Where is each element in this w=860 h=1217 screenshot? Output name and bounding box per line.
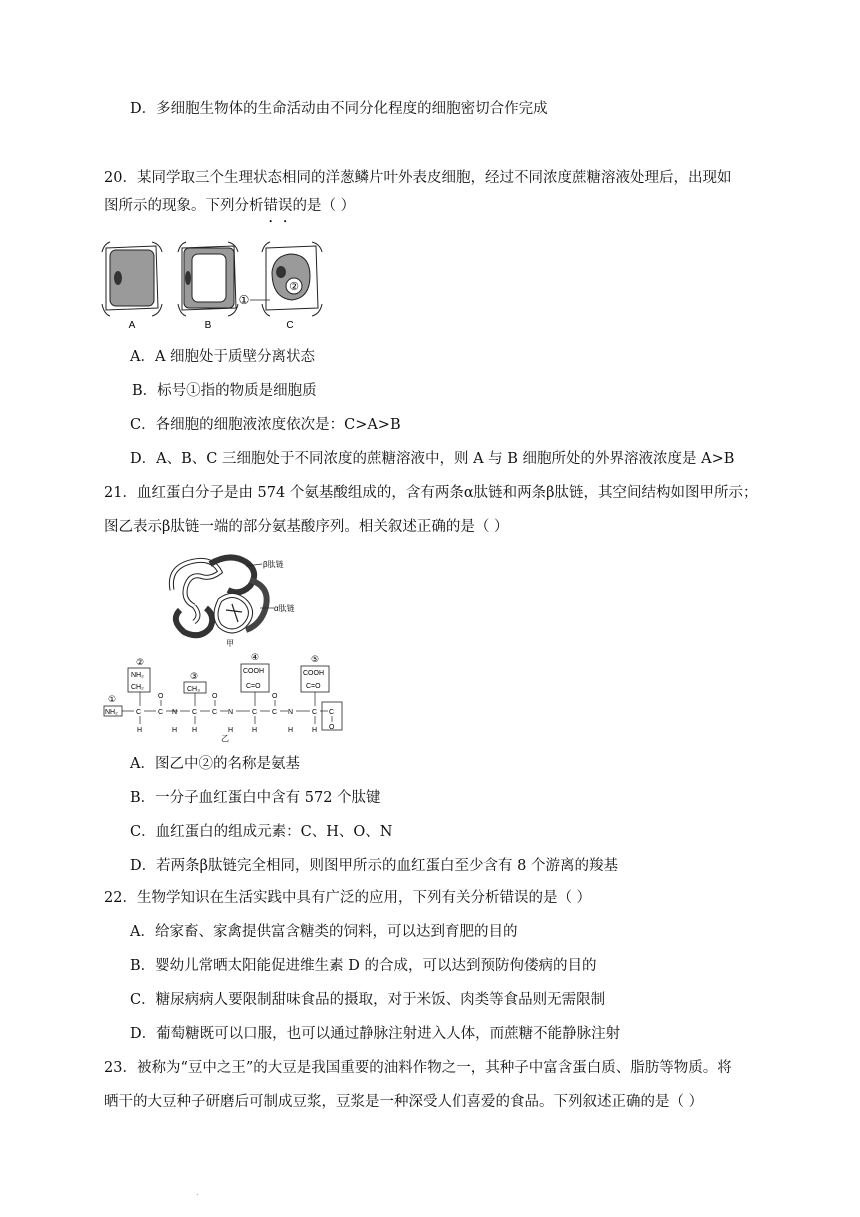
atom-h7: H — [312, 727, 318, 734]
cooh-side-5: COOH — [303, 670, 324, 677]
atom-c3: C — [192, 709, 198, 716]
atom-n2: N — [228, 709, 234, 716]
atom-o4: O — [329, 724, 335, 731]
atom-h5: H — [252, 727, 258, 734]
peptide-backbone — [122, 692, 335, 734]
q21-option-d: D．若两条β肽链完全相同，则图甲所示的血红蛋白至少含有 8 个游离的羧基 — [130, 858, 618, 874]
q22-option-b: B．婴幼儿常晒太阳能促进维生素 D 的合成，可以达到预防佝偻病的目的 — [130, 958, 597, 974]
footer-mark: . — [196, 1188, 199, 1197]
cell-b — [178, 242, 238, 316]
figure-jia-label: 甲 — [226, 639, 234, 648]
q21-stem-line2: 图乙表示β肽链一端的部分氨基酸序列。相关叙述正确的是（ ） — [104, 519, 509, 535]
q20-stem-pre: 图所示的现象。下列分析 — [104, 198, 264, 214]
atom-c6: C — [272, 709, 278, 716]
q22-option-a: A．给家畜、家禽提供富含糖类的饲料，可以达到育肥的目的 — [130, 924, 518, 940]
q21-option-b: B．一分子血红蛋白中含有 572 个肽键 — [130, 790, 381, 806]
marker-5: ⑤ — [310, 654, 320, 664]
q22-option-c: C．糖尿病病人要限制甜味食品的摄取，对于米饭、肉类等食品则无需限制 — [130, 992, 606, 1008]
q21-figure-peptide-sequence — [100, 650, 350, 742]
atom-c5: C — [252, 709, 258, 716]
emphasis-char-2: 误 — [278, 198, 293, 214]
marker-3: ③ — [189, 671, 199, 681]
label-c: C — [286, 320, 294, 331]
q20-option-a: A．A 细胞处于质壁分离状态 — [130, 349, 316, 365]
q19-option-d: D．多细胞生物体的生命活动由不同分化程度的细胞密切合作完成 — [130, 101, 548, 117]
atom-c8: C — [329, 709, 335, 716]
label-b: B — [204, 320, 212, 331]
q22-option-d: D．葡萄糖既可以口服，也可以通过静脉注射进入人体，而蔗糖不能静脉注射 — [130, 1026, 621, 1042]
atom-h6: H — [288, 727, 294, 734]
figure-yi-label: 乙 — [221, 734, 229, 742]
q22-stem: 22．生物学知识在生活实践中具有广泛的应用，下列有关分析错误的是（ ） — [104, 890, 592, 906]
atom-h4: H — [228, 727, 234, 734]
atom-n3: N — [288, 709, 294, 716]
cell-c — [250, 242, 322, 316]
q21-option-c: C．血红蛋白的组成元素：C、H、O、N — [130, 824, 393, 840]
mark-2: ② — [289, 281, 299, 293]
q20-stem-post: 的是（ ） — [292, 198, 356, 214]
atom-c1: C — [136, 709, 142, 716]
marker-1: ① — [107, 694, 117, 704]
co-side-5: C=O — [306, 683, 321, 690]
q20-figure-plasmolysis-cells — [100, 238, 325, 333]
cell-a — [102, 242, 162, 316]
q21-option-a: A．图乙中②的名称是氨基 — [130, 756, 300, 772]
q21-figure-hemoglobin — [150, 550, 300, 650]
cooh-side-4: COOH — [243, 668, 264, 675]
ch2-side: CH₂ — [131, 684, 144, 691]
nh2-side: NH₂ — [131, 672, 144, 679]
atom-o3: O — [272, 693, 278, 700]
atom-n1: N — [172, 709, 178, 716]
beta-chain-label: β肽链 — [263, 560, 284, 569]
atom-o2: O — [212, 693, 218, 700]
atom-h1: H — [137, 727, 143, 734]
q20-stem-line1: 20．某同学取三个生理状态相同的洋葱鳞片叶外表皮细胞，经过不同浓度蔗糖溶液处理后，出现如 — [104, 170, 732, 186]
q23-stem-line1: 23．被称为“豆中之王”的大豆是我国重要的油料作物之一，其种子中富含蛋白质、脂肪等物质。将 — [104, 1060, 732, 1076]
q21-stem-line1: 21．血红蛋白分子是由 574 个氨基酸组成的，含有两条α肽链和两条β肽链，其空间结构如图甲所示； — [104, 485, 758, 501]
label-a: A — [128, 320, 136, 331]
marker-2: ② — [135, 657, 145, 667]
atom-o1: O — [158, 693, 164, 700]
q23-stem-line2: 晒干的大豆种子研磨后可制成豆浆，豆浆是一种深受人们喜爱的食品。下列叙述正确的是（ ） — [104, 1094, 704, 1110]
atom-h3: H — [192, 727, 198, 734]
nh2-terminal: NH₂ — [105, 709, 118, 716]
atom-h2: H — [172, 727, 178, 734]
atom-c4: C — [212, 709, 218, 716]
ch3-side: CH₃ — [187, 686, 200, 693]
q20-option-b: B．标号①指的物质是细胞质 — [132, 383, 317, 399]
co-side-4: C=O — [246, 683, 261, 690]
q20-option-d: D．A、B、C 三细胞处于不同浓度的蔗糖溶液中，则 A 与 B 细胞所处的外界溶液浓度是 A>B — [130, 451, 735, 467]
mark-1: ① — [238, 293, 250, 307]
atom-c7: C — [312, 709, 318, 716]
q20-option-c: C．各细胞的细胞液浓度依次是：C>A>B — [130, 417, 401, 433]
marker-4: ④ — [250, 652, 260, 662]
atom-c2: C — [158, 709, 164, 716]
q20-stem-line2 — [104, 196, 355, 216]
alpha-chain-label: α肽链 — [274, 604, 295, 613]
emphasis-char-1: 错 — [263, 198, 278, 214]
